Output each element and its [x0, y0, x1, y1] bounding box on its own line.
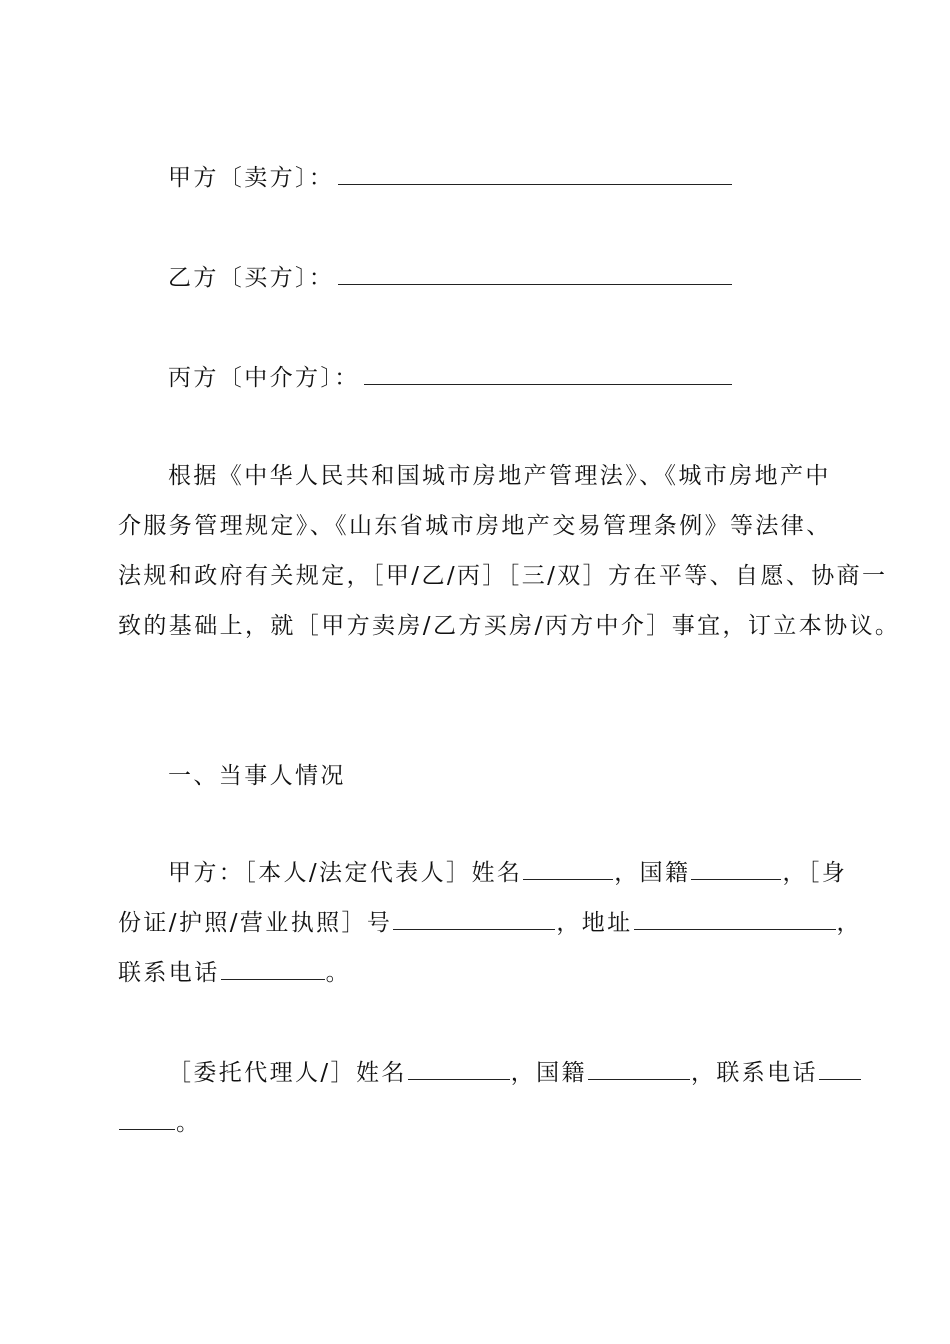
party-a-id-blank[interactable]	[393, 909, 555, 930]
preamble-line-2: 介服务管理规定》、《山东省城市房地产交易管理条例》等法律、	[118, 513, 832, 539]
seller-label: 甲方〔卖方〕：	[168, 165, 335, 191]
party-a-phone-blank[interactable]	[221, 959, 325, 980]
party-a-comma: ，	[836, 910, 862, 936]
party-a-address-blank[interactable]	[634, 909, 836, 930]
agent-rep-phone-blank-start[interactable]	[819, 1059, 861, 1080]
preamble-line-3: 法规和政府有关规定，［甲/乙/丙］［三/双］方在平等、自愿、协商一	[118, 563, 888, 589]
agent-rep-nationality-blank[interactable]	[588, 1059, 690, 1080]
buyer-label: 乙方〔买方〕：	[168, 265, 335, 291]
party-a-period: 。	[325, 960, 352, 986]
agent-label: 丙方〔中介方〕：	[168, 365, 360, 391]
party-a-address-label: ，地址	[556, 910, 633, 936]
agent-blank[interactable]	[364, 364, 732, 385]
agent-rep-phone-label: ，联系电话	[690, 1060, 818, 1086]
party-a-name-label: 甲方：［本人/法定代表人］姓名	[168, 860, 523, 886]
party-a-phone-label: 联系电话	[118, 960, 220, 986]
agent-rep-name-label: ［委托代理人/］姓名	[168, 1060, 407, 1086]
buyer-blank[interactable]	[338, 264, 732, 285]
agent-line	[168, 363, 732, 393]
party-a-line-2	[118, 908, 862, 938]
seller-line	[168, 163, 732, 193]
seller-blank[interactable]	[338, 164, 732, 185]
agent-rep-line-2	[118, 1108, 201, 1138]
agent-rep-line-1	[168, 1058, 862, 1088]
preamble-line-1: 根据《中华人民共和国城市房地产管理法》、《城市房地产中	[168, 463, 831, 489]
party-a-id-label: 份证/护照/营业执照］号	[118, 910, 393, 936]
agent-rep-phone-blank-end[interactable]	[119, 1109, 175, 1130]
party-a-line-1	[168, 858, 847, 888]
party-a-nationality-blank[interactable]	[691, 859, 781, 880]
party-a-id-label-start: ，［身	[782, 860, 848, 886]
party-a-line-3	[118, 958, 351, 988]
agent-rep-nationality-label: ，国籍	[510, 1060, 587, 1086]
buyer-line	[168, 263, 732, 293]
party-a-name-blank[interactable]	[523, 859, 613, 880]
agent-rep-name-blank[interactable]	[408, 1059, 510, 1080]
party-a-nationality-label: ，国籍	[614, 860, 691, 886]
agent-rep-period: 。	[176, 1110, 202, 1136]
preamble-line-4: 致的基础上，就［甲方卖房/乙方买房/丙方中介］事宜，订立本协议。	[118, 613, 901, 639]
section-heading: 一、当事人情况	[168, 763, 346, 789]
